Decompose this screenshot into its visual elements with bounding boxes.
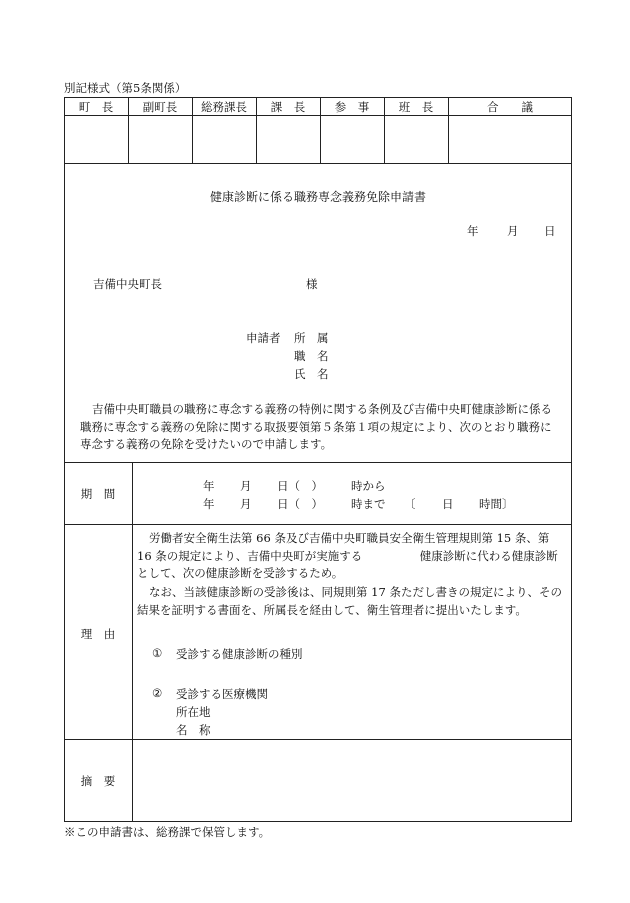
- applicant-affiliation-label: 所 属: [294, 331, 329, 345]
- period-end-month: 月: [240, 497, 252, 511]
- period-start-month: 月: [240, 479, 252, 493]
- period-end-year: 年: [203, 497, 215, 511]
- medical-institution-address-label: 所在地: [176, 705, 211, 719]
- reason-item-2-number: ②: [152, 686, 163, 700]
- reason-label: 理 由: [80, 627, 116, 641]
- period-total-open: 〔: [404, 497, 416, 511]
- approval-col-mayor: 町 長: [78, 100, 114, 114]
- reason-item-2-label: 受診する医療機関: [176, 687, 268, 701]
- reason-item-1-label: 受診する健康診断の種別: [176, 647, 303, 661]
- period-total-hours: 時間〕: [479, 497, 514, 511]
- addressee-name: 吉備中央町長: [93, 277, 162, 291]
- remarks-label: 摘 要: [80, 774, 116, 788]
- approval-col-counselor: 参 事: [334, 100, 370, 114]
- approval-header-divider: [64, 115, 572, 116]
- period-total-days: 日: [442, 497, 454, 511]
- approval-col-general-affairs-director: 総務課長: [201, 100, 247, 114]
- application-statement: 吉備中央町職員の職務に専念する義務の特例に関する条例及び吉備中央町健康診断に係る職務に専念する義務の免除に関する取扱要領第５条第１項の規定により、次のとおり職務に専念する義務の免除を受けたいので申請します。: [80, 402, 552, 451]
- label-column-divider: [132, 462, 133, 822]
- applicant-label: 申請者: [246, 331, 281, 345]
- applicant-position-label: 職 名: [294, 349, 329, 363]
- period-end-day: 日（ ）: [277, 497, 323, 511]
- period-start-suffix: 時から: [351, 479, 386, 493]
- date-day-label: 日: [544, 224, 556, 238]
- application-form-frame: [64, 97, 572, 822]
- period-label: 期 間: [80, 487, 116, 501]
- addressee-honorific: 様: [306, 277, 318, 291]
- period-end-suffix: 時まで: [351, 497, 386, 511]
- approval-col-consultation: 合 議: [487, 100, 533, 114]
- approval-col-section-chief: 課 長: [270, 100, 306, 114]
- document-title: 健康診断に係る職務専念義務免除申請書: [209, 190, 426, 204]
- approval-col-team-leader: 班 長: [398, 100, 434, 114]
- reason-section-divider: [64, 524, 572, 525]
- remarks-section-divider: [64, 739, 572, 740]
- applicant-name-label: 氏 名: [294, 367, 329, 381]
- approval-section-divider: [64, 163, 572, 164]
- period-start-year: 年: [203, 479, 215, 493]
- reason-paragraph-1: 労働者安全衛生法第 66 条及び吉備中央町職員安全衛生管理規則第 15 条、第 16 条の規定により、吉備中央町が実施する 健康診断に代わる健康診断として、次の健康診断を受診するため。: [137, 531, 558, 580]
- reason-paragraph-2: なお、当該健康診断の受診後は、同規則第 17 条ただし書きの規定により、その結果を証明する書面を、所属長を経由して、衛生管理者に提出いたします。: [137, 585, 562, 617]
- form-header: 別記様式（第5条関係）: [64, 81, 187, 95]
- date-month-label: 月: [507, 224, 519, 238]
- reason-item-1-number: ①: [152, 646, 163, 660]
- period-start-day: 日（ ）: [277, 479, 323, 493]
- approval-col-deputy-mayor: 副町長: [142, 100, 178, 114]
- medical-institution-name-label: 名 称: [176, 723, 211, 737]
- storage-footnote: ※この申請書は、総務課で保管します。: [64, 825, 271, 839]
- date-year-label: 年: [467, 224, 479, 238]
- period-section-divider: [64, 462, 572, 463]
